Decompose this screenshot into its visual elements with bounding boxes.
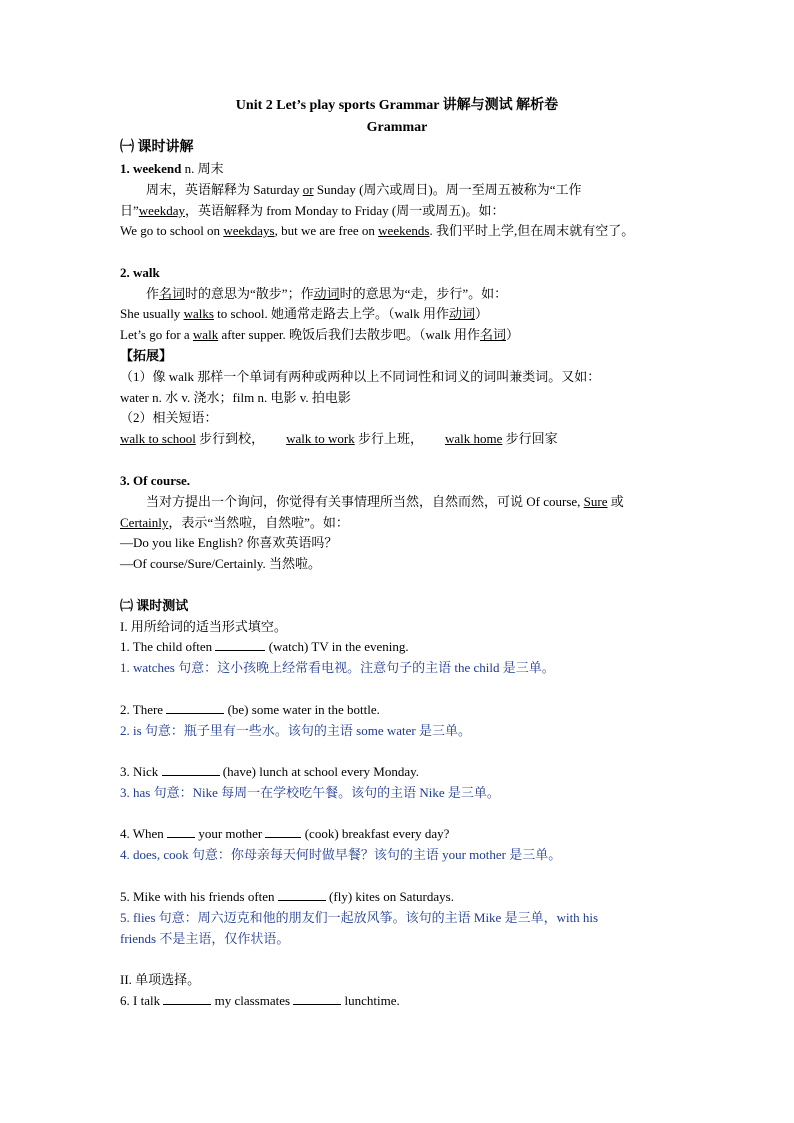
part-heading: II. 单项选择。 xyxy=(120,972,201,987)
question-4 xyxy=(120,825,449,843)
answer-5: 5. flies 句意：周六迈克和他的朋友们一起放风筝。该句的主语 Mike 是三单，with his xyxy=(120,910,599,925)
paragraph-line xyxy=(120,514,349,532)
question-2 xyxy=(120,701,380,719)
answer-blank xyxy=(293,992,341,1005)
example-sentence xyxy=(120,222,634,240)
phrase-list xyxy=(120,430,558,448)
answer-blank xyxy=(215,638,265,651)
word-headword: 3. Of course. xyxy=(120,473,191,488)
text-run: ） xyxy=(475,306,489,321)
answer-5-continued: friends 不是主语，仅作状语。 xyxy=(120,931,290,946)
section-heading-test: ㈡ 课时测试 xyxy=(120,598,189,613)
underlined-text: or xyxy=(302,182,314,197)
answer-blank xyxy=(162,763,220,776)
underlined-text: weekdays xyxy=(223,223,275,238)
dialogue-line: —Do you like English? 你喜欢英语吗？ xyxy=(120,535,338,550)
text-run: Let’s go for a xyxy=(120,327,193,342)
text-run: , but we are free on xyxy=(274,223,379,238)
part-heading: I. 用所给词的适当形式填空。 xyxy=(120,619,287,634)
text-run: She usually xyxy=(120,306,184,321)
section-heading-lecture: ㈠ 课时讲解 xyxy=(120,140,194,155)
text-run: 时的意思为“散步”；作 xyxy=(185,286,314,301)
paragraph-line xyxy=(146,285,507,303)
answer-blank xyxy=(278,888,326,901)
underlined-text: 名词 xyxy=(159,286,186,301)
text-run: your mother xyxy=(195,826,266,841)
paragraph-line: （2）相关短语： xyxy=(120,410,218,425)
text-run: ，表示“当然啦，自然啦”。如： xyxy=(168,515,349,530)
paragraph-line xyxy=(120,202,505,220)
page-subtitle: Grammar xyxy=(366,120,428,135)
answer-3: 3. has 句意：Nike 每周一在学校吃午餐。该句的主语 Nike 是三单。 xyxy=(120,785,500,800)
text-run: 作 xyxy=(146,286,160,301)
word-headword: 2. walk xyxy=(120,265,160,280)
text-run: 3. Nick xyxy=(120,764,162,779)
underlined-text: walk xyxy=(192,327,219,342)
underlined-text: weekends xyxy=(378,223,430,238)
paragraph-line xyxy=(146,181,582,199)
text-run: 周末，英语解释为 Saturday xyxy=(146,182,303,197)
question-6 xyxy=(120,992,400,1010)
example-sentence xyxy=(120,326,519,344)
text-run: We go to school on xyxy=(120,223,224,238)
text-run: lunchtime. xyxy=(341,993,400,1008)
answer-4: 4. does, cook 句意：你母亲每天何时做早餐？该句的主语 your mother 是三单。 xyxy=(120,847,562,862)
underlined-text: Sure xyxy=(583,494,608,509)
text-run: 6. I talk xyxy=(120,993,164,1008)
text-run: 日” xyxy=(120,203,139,218)
text-run: 1. The child often xyxy=(120,639,216,654)
text-run: (be) some water in the bottle. xyxy=(224,702,380,717)
answer-blank xyxy=(163,992,211,1005)
question-3 xyxy=(120,763,419,781)
phrase: walk to school xyxy=(120,431,196,446)
text-run: 2. There xyxy=(120,702,167,717)
text-run: Sunday (周六或周日)。周一至周五被称为“工作 xyxy=(313,182,582,197)
question-5 xyxy=(120,888,454,906)
phrase-meaning: 步行上班， xyxy=(354,431,423,446)
underlined-text: 动词 xyxy=(448,306,475,321)
phrase-meaning: 步行回家 xyxy=(502,431,558,446)
word-definition: n. 周末 xyxy=(181,161,224,176)
underlined-text: 名词 xyxy=(479,327,506,342)
answer-blank xyxy=(166,701,224,714)
text-run: my classmates xyxy=(211,993,294,1008)
text-run: ，英语解释为 from Monday to Friday (周一或周五)。如： xyxy=(184,203,505,218)
text-run: 或 xyxy=(607,494,624,509)
answer-1: 1. watches 句意：这小孩晚上经常看电视。注意句子的主语 the child 是三单。 xyxy=(120,660,555,675)
underlined-text: Certainly xyxy=(120,515,169,530)
answer-blank xyxy=(265,825,301,838)
text-run: 4. When xyxy=(120,826,168,841)
answer-2: 2. is 句意：瓶子里有一些水。该句的主语 some water 是三单。 xyxy=(120,723,471,738)
phrase: walk to work xyxy=(286,431,355,446)
underlined-text: weekday xyxy=(138,203,185,218)
phrase-meaning: 步行到校， xyxy=(195,431,265,446)
paragraph-line xyxy=(146,493,624,511)
text-run: 时的意思为“走，步行”。如： xyxy=(339,286,508,301)
text-run: after supper. 晚饭后我们去散步吧。（walk 用作 xyxy=(218,327,480,342)
text-run: (cook) breakfast every day? xyxy=(301,826,450,841)
text-run: (fly) kites on Saturdays. xyxy=(325,889,454,904)
text-run: (have) lunch at school every Monday. xyxy=(219,764,420,779)
example-sentence xyxy=(120,305,488,323)
phrase: walk home xyxy=(444,431,503,446)
underlined-text: 动词 xyxy=(313,286,340,301)
dialogue-line: —Of course/Sure/Certainly. 当然啦。 xyxy=(120,556,321,571)
text-run: . 我们平时上学,但在周末就有空了。 xyxy=(429,223,635,238)
text-run: 当对方提出一个询问，你觉得有关事情理所当然，自然而然，可说 Of course, xyxy=(146,494,584,509)
text-run: 5. Mike with his friends often xyxy=(120,889,278,904)
paragraph-line: water n. 水 v. 浇水；film n. 电影 v. 拍电影 xyxy=(120,390,351,405)
extension-heading: 【拓展】 xyxy=(120,348,173,363)
page-title: Unit 2 Let’s play sports Grammar 讲解与测试 解析卷 xyxy=(235,98,559,113)
text-run: ） xyxy=(506,327,520,342)
answer-blank xyxy=(167,825,195,838)
paragraph-line: （1）像 walk 那样一个单词有两种或两种以上不同词性和词义的词叫兼类词。又如： xyxy=(120,369,601,384)
question-1 xyxy=(120,638,409,656)
underlined-text: walks xyxy=(183,306,214,321)
word-headword: 1. weekend xyxy=(120,161,182,176)
text-run: (watch) TV in the evening. xyxy=(265,639,409,654)
text-run: to school. 她通常走路去上学。（walk 用作 xyxy=(213,306,449,321)
word-entry-weekend xyxy=(120,160,224,178)
